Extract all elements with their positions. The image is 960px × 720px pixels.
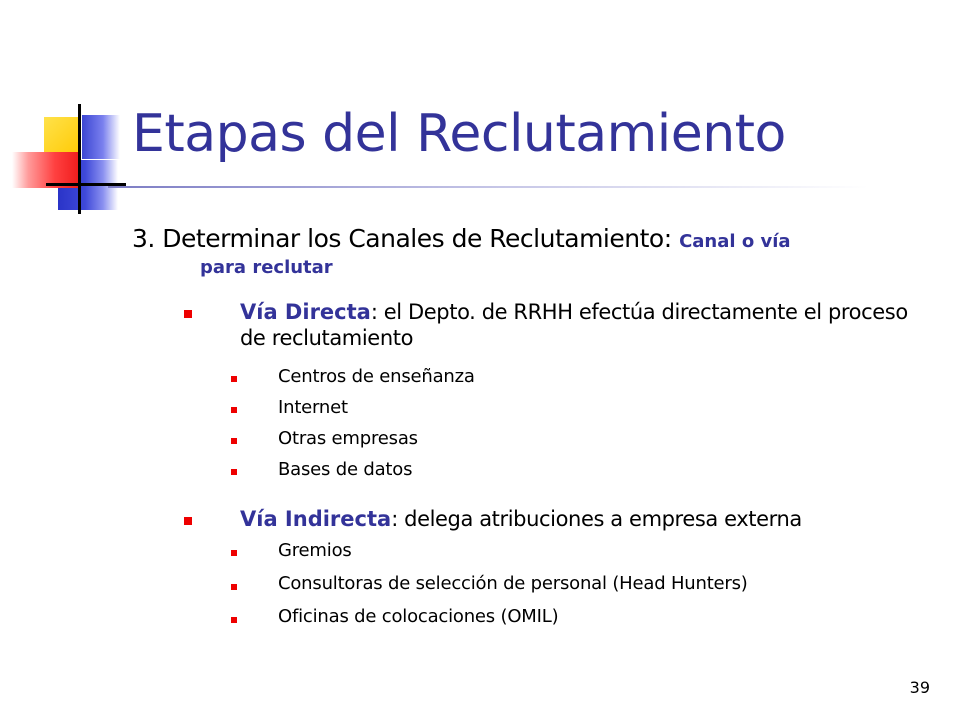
bullet-square-icon: [184, 310, 192, 318]
sub-item: Internet: [278, 397, 348, 418]
bullet-square-icon: [231, 469, 237, 475]
channel-item: [240, 506, 930, 532]
bullet-square-icon: [184, 517, 192, 525]
section-note: Canal o vía: [679, 231, 791, 252]
slide-logo-decoration: [0, 0, 140, 230]
sub-item: Otras empresas: [278, 428, 418, 449]
section-note-continued: para reclutar: [200, 257, 333, 278]
section-heading: [132, 224, 922, 279]
sub-item: Oficinas de colocaciones (OMIL): [278, 606, 559, 627]
bullet-square-icon: [231, 376, 237, 382]
channel-term: Vía Directa: [240, 300, 371, 324]
sub-item: Centros de enseñanza: [278, 366, 475, 387]
vertical-line-decoration: [78, 104, 81, 214]
blue-square-decoration: [82, 115, 120, 159]
sub-item: Consultoras de selección de personal (Head Hunters): [278, 573, 748, 594]
bullet-square-icon: [231, 584, 237, 590]
section-heading-text: 3. Determinar los Canales de Reclutamiento:: [132, 224, 680, 253]
bullet-square-icon: [231, 438, 237, 444]
channel-item: [240, 299, 930, 351]
sub-item: Bases de datos: [278, 459, 413, 480]
bullet-square-icon: [231, 617, 237, 623]
channel-description: : delega atribuciones a empresa externa: [391, 507, 802, 531]
sub-item: Gremios: [278, 540, 352, 561]
title-underline: [108, 186, 868, 188]
channel-description: : el Depto. de RRHH efectúa directamente el proceso de reclutamiento: [240, 300, 908, 350]
bullet-square-icon: [231, 550, 237, 556]
slide-title: Etapas del Reclutamiento: [132, 104, 786, 164]
channel-term: Vía Indirecta: [240, 507, 392, 531]
page-number: 39: [909, 678, 930, 697]
bullet-square-icon: [231, 407, 237, 413]
